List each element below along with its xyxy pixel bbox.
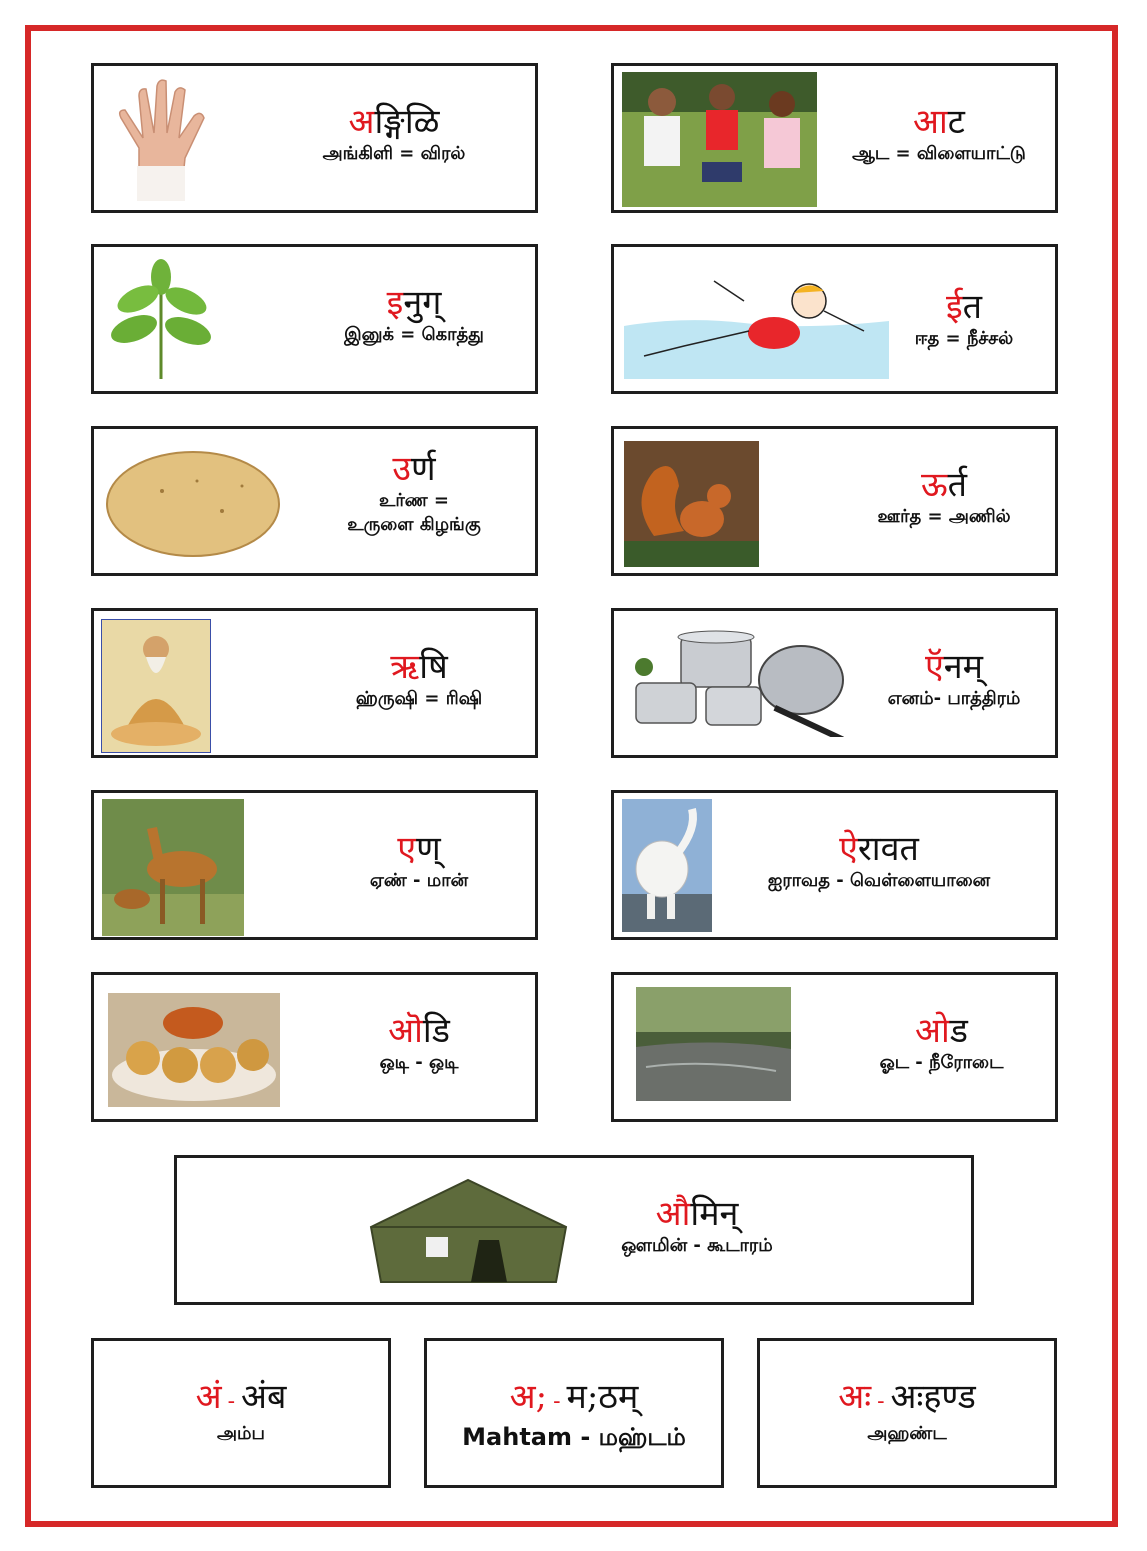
- tamil-gloss: இனுக் = கொத்து: [344, 324, 484, 345]
- sanskrit-word: उर्ण: [392, 449, 436, 489]
- card-anusvara: [91, 1338, 391, 1488]
- sanskrit-word: ऊर्त: [920, 465, 968, 505]
- tamil-gloss: ஊர்த = அணில்: [877, 506, 1011, 527]
- card-text: [844, 465, 1044, 529]
- card-text: [319, 829, 519, 893]
- sanskrit-word: ईत: [945, 287, 983, 327]
- sanskrit-word: ऒडि: [388, 1011, 450, 1051]
- sanskrit-word: अङ्गिळि: [348, 102, 440, 142]
- card-text: [884, 287, 1044, 351]
- tamil-gloss: ஏண் - மான்: [369, 870, 469, 891]
- card-text: [304, 283, 524, 347]
- card-text: [319, 647, 519, 711]
- tamil-gloss: அங்கிளி = விரல்: [322, 143, 466, 164]
- sanskrit-word: ऋषि: [390, 647, 448, 687]
- card-text: [714, 829, 1044, 893]
- tamil-gloss: அஹண்ட: [867, 1423, 947, 1444]
- card-text: [582, 1194, 812, 1258]
- card-odi: [91, 972, 538, 1122]
- tamil-gloss: ஔமின் - கூடாரம்: [621, 1235, 773, 1256]
- tamil-gloss: ஆட = விளையாட்டு: [852, 143, 1026, 164]
- sweets-image: [108, 993, 280, 1107]
- tamil-gloss: ஈத = நீச்சல்: [914, 328, 1014, 349]
- card-text: [319, 1011, 519, 1075]
- stream-image: [636, 987, 791, 1101]
- sanskrit-word: ऐरावत: [839, 829, 919, 869]
- sanskrit-word: औमिन्: [655, 1194, 739, 1234]
- sanskrit-word: ऍनम्: [924, 647, 983, 687]
- tamil-gloss: உர்ண =: [379, 490, 449, 511]
- card-text: [294, 449, 534, 537]
- card-aata: [611, 63, 1058, 213]
- card-oorta: [611, 426, 1058, 576]
- card-text: [94, 1377, 388, 1446]
- card-angili: [91, 63, 538, 213]
- card-text: [760, 1377, 1054, 1446]
- leaf-image: [106, 259, 216, 381]
- potato-image: [102, 441, 284, 567]
- tamil-gloss-line2: உருளை கிழங்கு: [347, 514, 481, 535]
- card-enam: [611, 608, 1058, 758]
- card-oda: [611, 972, 1058, 1122]
- sanskrit-word: आट: [913, 102, 965, 142]
- hand-image: [109, 78, 219, 203]
- card-text: [427, 1377, 721, 1452]
- sage-image: [101, 619, 211, 753]
- sanskrit-word: ओड: [915, 1011, 968, 1051]
- tamil-gloss: Mahtam - மஹ்டம்: [462, 1423, 686, 1451]
- card-visarga: [757, 1338, 1057, 1488]
- card-inug: [91, 244, 538, 394]
- deer-image: [102, 799, 244, 936]
- tamil-gloss: ஹ்ருஷி = ரிஷி: [355, 688, 483, 709]
- tamil-gloss: ஐராவத - வெள்ளையானை: [767, 870, 991, 891]
- children-playing-image: [622, 72, 817, 207]
- card-text: [839, 1011, 1044, 1075]
- card-rishi: [91, 608, 538, 758]
- tent-image: [361, 1172, 576, 1294]
- tamil-gloss: எனம்- பாத்திரம்: [887, 688, 1021, 709]
- sanskrit-word: अ; - म;ठम्: [509, 1377, 639, 1417]
- tamil-gloss: ஓட - நீரோடை: [879, 1052, 1004, 1073]
- card-text: [269, 102, 519, 166]
- squirrel-image: [624, 441, 759, 567]
- card-airavata: [611, 790, 1058, 940]
- card-text: [859, 647, 1049, 711]
- swimmer-image: [624, 261, 889, 379]
- card-ena: [91, 790, 538, 940]
- card-aytam: [424, 1338, 724, 1488]
- tamil-gloss: அம்ப: [217, 1423, 265, 1444]
- sanskrit-word: अं - अंब: [195, 1377, 287, 1417]
- sanskrit-word: एण्: [397, 829, 441, 869]
- tamil-gloss: ஒடி - ஒடி: [379, 1052, 459, 1073]
- sanskrit-word: अः - अःहण्ड: [838, 1377, 976, 1417]
- card-aumin: [174, 1155, 974, 1305]
- white-elephant-image: [622, 799, 712, 932]
- card-eeta: [611, 244, 1058, 394]
- pots-image: [626, 625, 856, 737]
- card-urna: [91, 426, 538, 576]
- card-text: [824, 102, 1054, 166]
- sanskrit-word: इनुग्: [386, 283, 442, 323]
